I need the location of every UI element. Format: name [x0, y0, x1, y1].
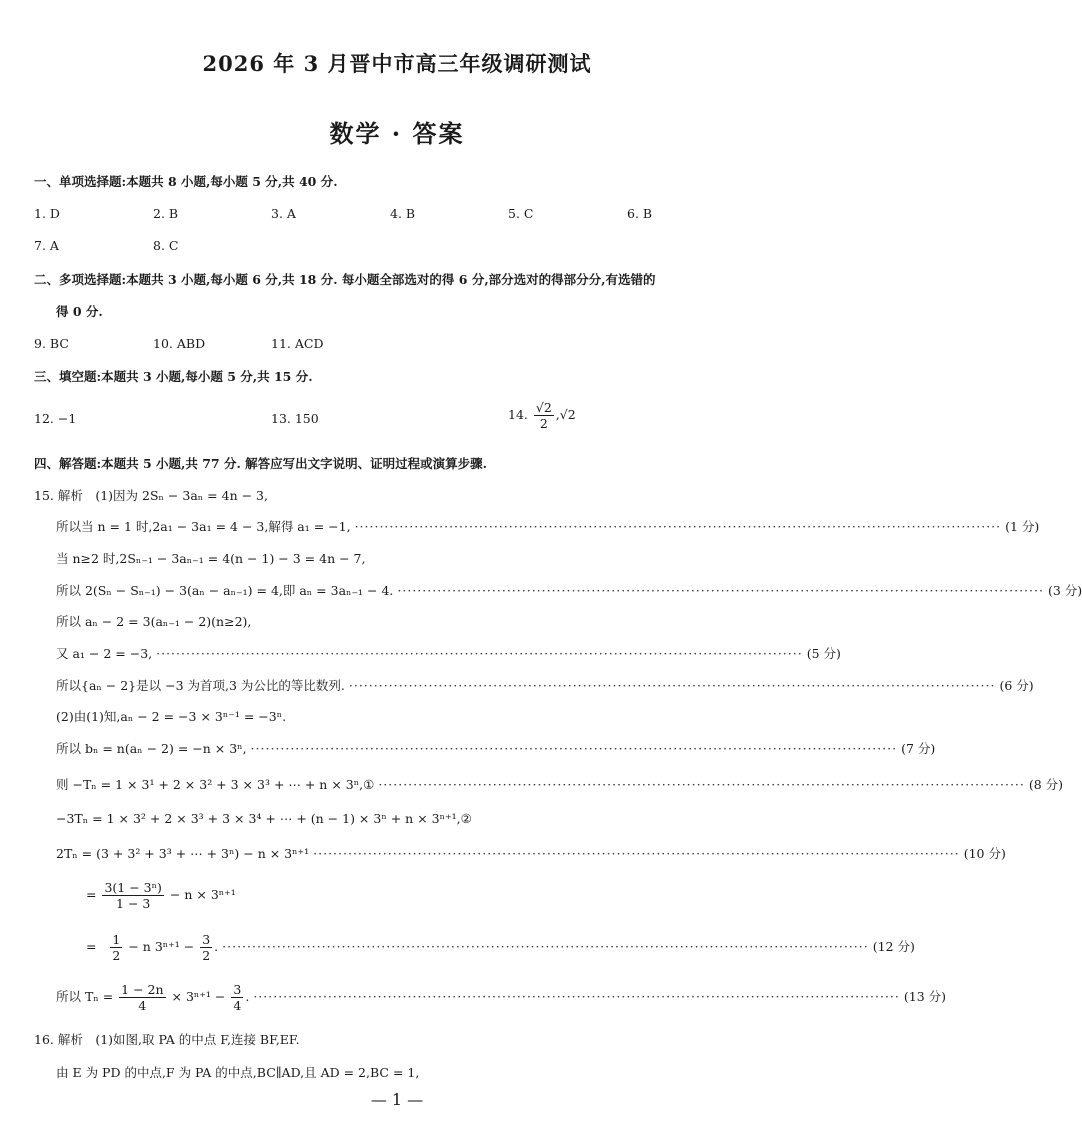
step-score: (12 分) — [872, 939, 915, 954]
q15-step-1 — [56, 518, 1040, 536]
fraction-denominator: 2 — [539, 416, 548, 431]
answer-14 — [508, 400, 576, 431]
step-text: 所以 bₙ = n(aₙ − 2) = −n × 3ⁿ, — [56, 741, 247, 756]
fraction-numerator: 3(1 − 3ⁿ) — [104, 880, 162, 895]
step-text: 所以 Tₙ = $\frac{1 - 2n}{4}$ × 3ⁿ⁺¹ − $\frac{3}{4}$ . — [56, 982, 250, 1013]
step-text: 又 a₁ − 2 = −3, — [56, 646, 153, 661]
step-score: (1 分) — [1005, 519, 1040, 534]
answer-14-tail: ,√2 — [555, 407, 576, 422]
leader-dots: ·································································································································· — [156, 646, 803, 661]
answer-2: 2. B — [153, 206, 179, 221]
answer-7: 7. A — [34, 238, 59, 253]
q15-fraction-14a — [119, 982, 165, 1013]
q15-step-9 — [56, 776, 1064, 794]
section4-heading: 四、解答题:本题共 5 小题,共 77 分. 解答应写出文字说明、证明过程或演算步骤. — [34, 456, 488, 471]
step-text: = $\frac{1}{2}$ − n 3ⁿ⁺¹ − $\frac{3}{2}$ . — [86, 932, 219, 963]
q15-line-14-head: 所以 Tₙ = — [56, 989, 114, 1004]
q15-fraction-13b — [200, 932, 212, 963]
equals-sign: = — [86, 939, 105, 954]
q15-line-12 — [86, 878, 764, 912]
step-text: 所以{aₙ − 2}是以 −3 为首项,3 为公比的等比数列. — [56, 678, 345, 693]
section2-answers — [34, 335, 764, 353]
answer-14-label: 14. — [508, 407, 528, 422]
q15-step-5 — [56, 645, 841, 663]
q15-fraction-14b — [231, 982, 243, 1013]
q15-fraction-12 — [102, 880, 163, 911]
step-text: 所以当 n = 1 时,2a₁ − 3a₁ = 4 − 3,解得 a₁ = −1, — [56, 519, 351, 534]
step-score: (7 分) — [901, 741, 936, 756]
q15-line-2: 当 n≥2 时,2Sₙ₋₁ − 3aₙ₋₁ = 4(n − 1) − 3 = 4n − 7, — [56, 551, 366, 566]
answer-13: 13. 150 — [271, 411, 319, 426]
q15-fraction-13a — [110, 932, 122, 963]
section2-heading: 二、多项选择题:本题共 3 小题,每小题 6 分,共 18 分. 每小题全部选对的得 6 分,部分选对的得部分分,有选错的 — [34, 272, 656, 287]
q15-step-3 — [56, 582, 1082, 600]
answer-9: 9. BC — [34, 336, 69, 351]
q15-line-4: 所以 aₙ − 2 = 3(aₙ₋₁ − 2)(n≥2), — [56, 614, 252, 629]
fraction-denominator: 2 — [112, 948, 121, 963]
leader-dots: ·································································································································· — [348, 678, 996, 693]
fraction-denominator: 1 − 3 — [116, 896, 151, 911]
step-score: (10 分) — [963, 846, 1006, 861]
section1-answers-row2 — [34, 237, 764, 255]
answer-14-fraction — [534, 400, 554, 431]
fraction-numerator: 3 — [202, 932, 211, 947]
section1-heading: 一、单项选择题:本题共 8 小题,每小题 5 分,共 40 分. — [34, 174, 338, 189]
page-subtitle: 数学 · 答案 — [329, 119, 465, 148]
q15-line-10: −3Tₙ = 1 × 3² + 2 × 3³ + 3 × 3⁴ + ⋯ + (n − 1) × 3ⁿ + n × 3ⁿ⁺¹,② — [56, 811, 472, 826]
step-text: 所以 2(Sₙ − Sₙ₋₁) − 3(aₙ − aₙ₋₁) = 4,即 aₙ = 3aₙ₋₁ − 4. — [56, 583, 394, 598]
fraction-denominator: 2 — [202, 948, 211, 963]
q15-step-11 — [56, 845, 1006, 863]
leader-dots: ·································································································································· — [397, 583, 1044, 598]
leader-dots: ·································································································································· — [222, 939, 869, 954]
section2-heading-cont: 得 0 分. — [56, 304, 103, 319]
leader-dots: ·································································································································· — [250, 741, 898, 756]
answer-6: 6. B — [627, 206, 653, 221]
fraction-denominator: 4 — [138, 998, 147, 1013]
step-score: (8 分) — [1028, 777, 1064, 792]
step-text: 则 −Tₙ = 1 × 3¹ + 2 × 3² + 3 × 3³ + ⋯ + n × 3ⁿ,① — [56, 777, 375, 792]
answer-11: 11. ACD — [271, 336, 324, 351]
q15-step-8 — [56, 740, 936, 758]
q16-line-0: 16. 解析 (1)如图,取 PA 的中点 F,连接 BF,EF. — [34, 1032, 300, 1047]
fraction-numerator: 1 — [112, 932, 121, 947]
q15-step-14 — [56, 980, 947, 1014]
answer-4: 4. B — [390, 206, 416, 221]
q15-step-6 — [56, 677, 1034, 695]
step-text: 2Tₙ = (3 + 3² + 3³ + ⋯ + 3ⁿ) − n × 3ⁿ⁺¹ — [56, 846, 310, 861]
step-score: (3 分) — [1047, 583, 1082, 598]
leader-dots: ·································································································································· — [354, 519, 1002, 534]
page-number: — 1 — — [370, 1090, 424, 1109]
q15-line-14-mid: × 3ⁿ⁺¹ − — [171, 989, 226, 1004]
answer-1: 1. D — [34, 206, 60, 221]
equals-sign: = — [86, 887, 97, 902]
answer-8: 8. C — [153, 238, 179, 253]
q16-line-1: 由 E 为 PD 的中点,F 为 PA 的中点,BC∥AD,且 AD = 2,BC = 1, — [56, 1065, 420, 1080]
answer-12: 12. −1 — [34, 411, 77, 426]
leader-dots: ·································································································································· — [378, 777, 1025, 792]
fraction-numerator: √2 — [535, 400, 552, 415]
page-title: 2026 年 3 月晋中市高三年级调研测试 — [202, 51, 592, 76]
answer-3: 3. A — [271, 206, 296, 221]
fraction-numerator: 1 − 2n — [121, 982, 164, 997]
fraction-denominator: 4 — [233, 998, 242, 1013]
leader-dots: ·································································································································· — [253, 989, 900, 1004]
step-score: (13 分) — [903, 989, 947, 1004]
q15-step-13 — [86, 930, 915, 964]
q15-line-13-mid: − n 3ⁿ⁺¹ − — [128, 939, 195, 954]
q15-line-12-tail: − n × 3ⁿ⁺¹ — [169, 887, 236, 902]
q15-line-0: 15. 解析 (1)因为 2Sₙ − 3aₙ = 4n − 3, — [34, 488, 268, 503]
step-score: (5 分) — [806, 646, 841, 661]
q15-line-7: (2)由(1)知,aₙ − 2 = −3 × 3ⁿ⁻¹ = −3ⁿ. — [56, 709, 287, 724]
section3-answers — [34, 400, 764, 440]
answer-5: 5. C — [508, 206, 534, 221]
answer-10: 10. ABD — [153, 336, 206, 351]
leader-dots: ·································································································································· — [313, 846, 960, 861]
section1-answers-row1 — [34, 205, 764, 223]
fraction-numerator: 3 — [233, 982, 242, 997]
section3-heading: 三、填空题:本题共 3 小题,每小题 5 分,共 15 分. — [34, 369, 313, 384]
step-score: (6 分) — [999, 678, 1034, 693]
